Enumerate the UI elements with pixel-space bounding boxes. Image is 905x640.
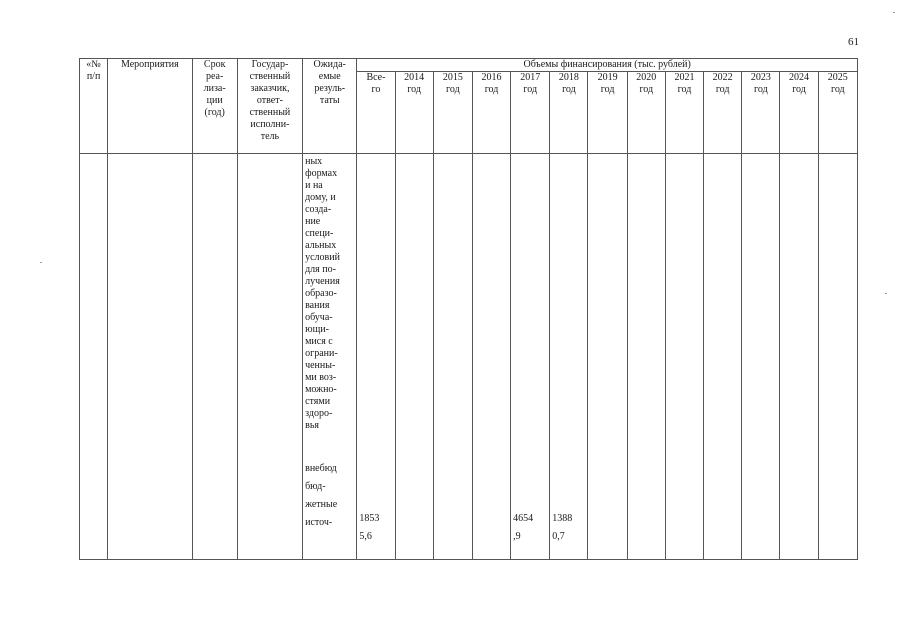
scan-mark (885, 293, 887, 294)
cell-2022 (704, 154, 742, 560)
header-event: Мероприятия (108, 59, 192, 154)
cell-2015 (433, 154, 472, 560)
scan-mark (893, 12, 895, 13)
cell-customer (237, 154, 302, 560)
header-term: Срок реа- лиза- ции (год) (192, 59, 237, 154)
cell-2017: 4654 ,9 (511, 154, 550, 560)
cell-2021 (665, 154, 703, 560)
header-year-2025: 2025 год (818, 72, 857, 154)
header-year-2019: 2019 год (588, 72, 627, 154)
header-year-2020: 2020 год (627, 72, 665, 154)
cell-2014 (395, 154, 433, 560)
header-year-2018: 2018 год (550, 72, 588, 154)
cell-2020 (627, 154, 665, 560)
cell-2018: 1388 0,7 (550, 154, 588, 560)
header-year-2021: 2021 год (665, 72, 703, 154)
header-results: Ожида- емые резуль- таты (303, 59, 357, 154)
cell-2019 (588, 154, 627, 560)
header-year-2015: 2015 год (433, 72, 472, 154)
cell-total: 1853 5,6 (357, 154, 395, 560)
financing-table (79, 58, 858, 560)
header-year-2014: 2014 год (395, 72, 433, 154)
header-year-2023: 2023 год (742, 72, 780, 154)
cell-2016 (472, 154, 510, 560)
header-num: «№ п/п (80, 59, 108, 154)
cell-2025 (818, 154, 857, 560)
cell-2023 (742, 154, 780, 560)
cell-term (192, 154, 237, 560)
scan-mark (40, 262, 42, 263)
header-financing: Объемы финансирования (тыс. рублей) (357, 59, 858, 72)
header-year-2017: 2017 год (511, 72, 550, 154)
table-row (80, 154, 858, 560)
page-number: 61 (848, 36, 859, 48)
header-customer: Государ- ственный заказчик, ответ- ственный исполни- тель (237, 59, 302, 154)
cell-2024 (780, 154, 818, 560)
header-total: Все- го (357, 72, 395, 154)
header-year-2022: 2022 год (704, 72, 742, 154)
cell-results: ных формах и на дому, и созда- ние специ- альных условий для по- лучения образо- вания обуча- ющи- мися с ограни- ченны- ми воз- можно- стями здоро- вья внебюд бюд- жетные источ- (303, 154, 357, 560)
funding-source: внебюд бюд- жетные источ- (305, 463, 338, 528)
header-year-2016: 2016 год (472, 72, 510, 154)
cell-event (108, 154, 192, 560)
header-year-2024: 2024 год (780, 72, 818, 154)
cell-num (80, 154, 108, 560)
